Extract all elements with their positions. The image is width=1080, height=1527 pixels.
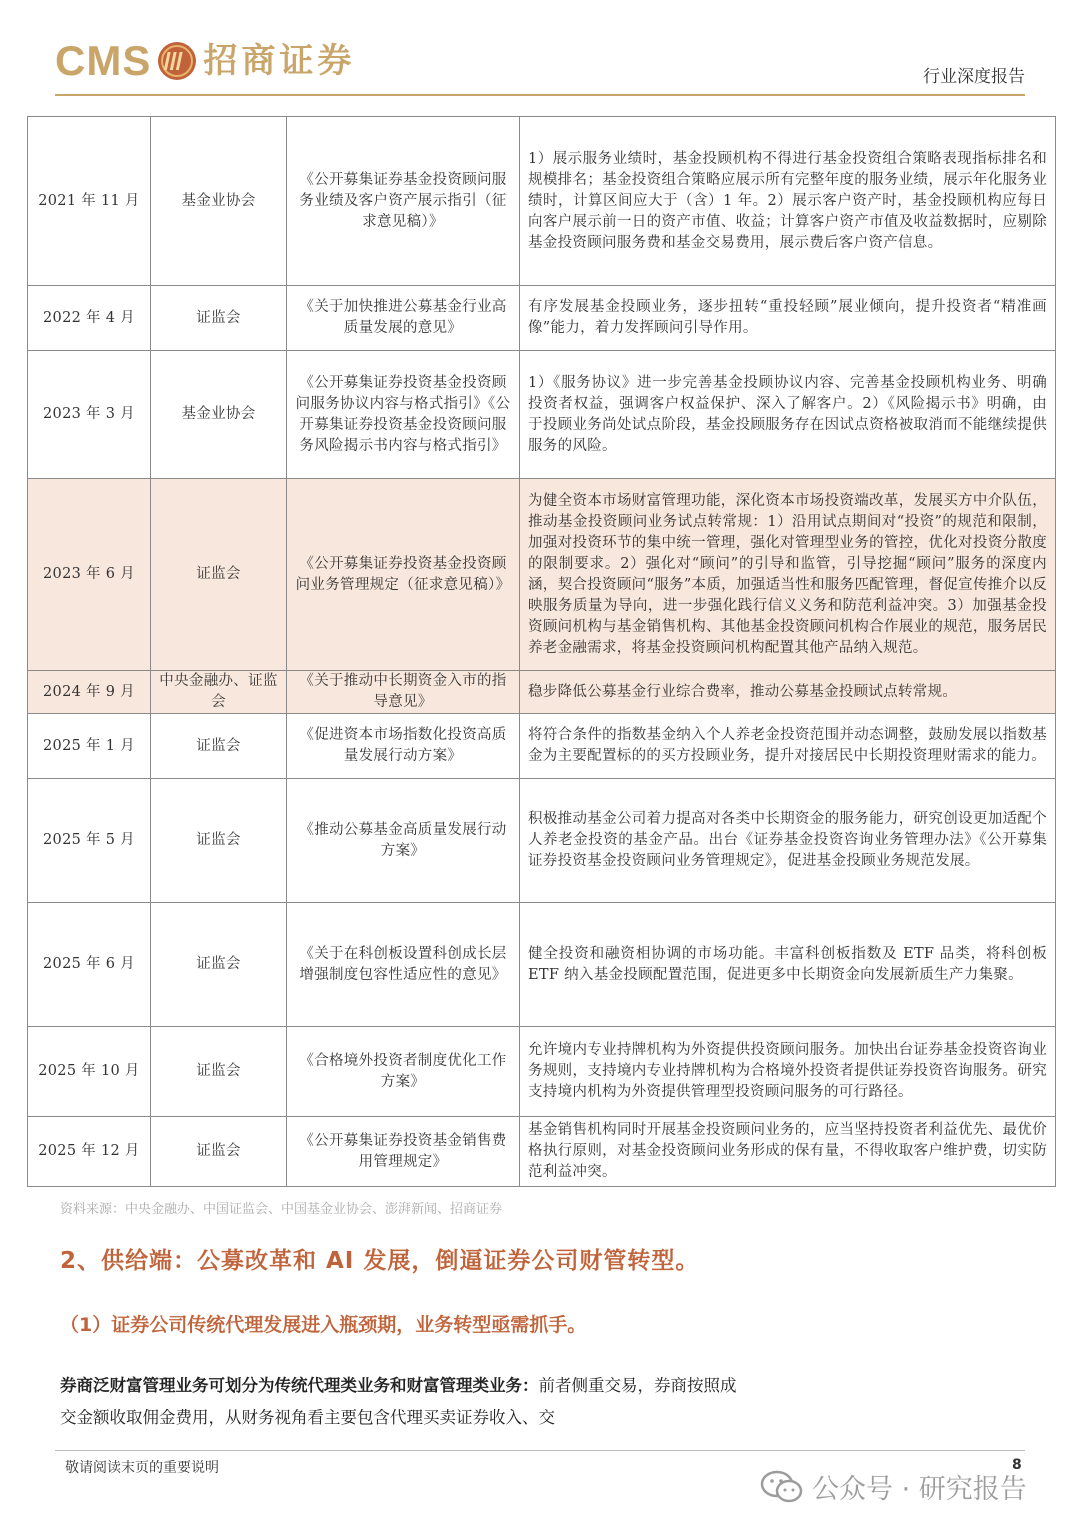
row-content: 有序发展基金投顾业务，逐步扭转“重投轻顾”展业倾向，提升投资者“精准画像”能力，着力发挥顾问引导作用。 bbox=[520, 286, 1056, 351]
row-content: 允许境内专业持牌机构为外资提供投资顾问服务。加快出台证券基金投资咨询业务规则，支持境内专业持牌机构为合格境外投资者提供证券投资咨询服务。研究支持境内机构为外资提供管理型投资顾问服务的可行路径。 bbox=[520, 1027, 1056, 1117]
header-divider bbox=[55, 94, 1025, 96]
wechat-watermark bbox=[760, 1467, 1027, 1506]
table-row bbox=[28, 117, 1056, 286]
cms-emblem-icon bbox=[157, 41, 197, 81]
logo-cms-text: CMS bbox=[55, 37, 152, 84]
row-content: 将符合条件的指数基金纳入个人养老金投资范围并动态调整，鼓励发展以指数基金为主要配置标的的买方投顾业务，提升对接居民中长期投资理财需求的能力。 bbox=[520, 714, 1056, 779]
cms-logo bbox=[55, 37, 356, 84]
body-paragraph bbox=[60, 1370, 740, 1434]
policy-table bbox=[27, 116, 1056, 1187]
row-document: 《合格境外投资者制度优化工作方案》 bbox=[287, 1027, 520, 1117]
table-row bbox=[28, 286, 1056, 351]
row-date: 2024 年 9 月 bbox=[28, 671, 151, 714]
footer-divider bbox=[55, 1450, 1025, 1451]
row-issuer: 证监会 bbox=[151, 479, 287, 671]
table-row bbox=[28, 1027, 1056, 1117]
row-issuer: 基金业协会 bbox=[151, 351, 287, 479]
row-issuer: 证监会 bbox=[151, 1027, 287, 1117]
page-header bbox=[0, 0, 1080, 100]
row-content: 为健全资本市场财富管理功能，深化资本市场投资端改革，发展买方中介队伍，推动基金投资顾问业务试点转常规：1）沿用试点期间对“投资”的规范和限制，加强对投资环节的集中统一管理，强化对管理型业务的管控，优化对投资分散度的限制要求。2）强化对“顾问”的引导和监管，引导挖掘“顾问”服务的深度内涵，契合投资顾问“服务”本质，加强适当性和服务匹配管理，督促宣传推介以反映服务质量为导向，进一步强化践行信义义务和防范利益冲突。3）加强基金投资顾问机构与基金销售机构、其他基金投资顾问机构合作展业的规范，服务居民养老金融需求，将基金投资顾问机构配置其他产品纳入规范。 bbox=[520, 479, 1056, 671]
row-document: 《公开募集证券投资基金投资顾问服务协议内容与格式指引》《公开募集证券投资基金投资顾问服务风险揭示书内容与格式指引》 bbox=[287, 351, 520, 479]
row-document: 《促进资本市场指数化投资高质量发展行动方案》 bbox=[287, 714, 520, 779]
page-number: 8 bbox=[1012, 1457, 1022, 1473]
row-date: 2025 年 12 月 bbox=[28, 1117, 151, 1187]
section-heading: 2、供给端：公募改革和 AI 发展，倒逼证券公司财管转型。 bbox=[60, 1248, 700, 1274]
row-document: 《推动公募基金高质量发展行动方案》 bbox=[287, 779, 520, 903]
row-date: 2021 年 11 月 bbox=[28, 117, 151, 286]
row-date: 2025 年 6 月 bbox=[28, 903, 151, 1027]
policy-table-body bbox=[28, 117, 1056, 1187]
row-issuer: 基金业协会 bbox=[151, 117, 287, 286]
row-document: 《关于在科创板设置科创成长层 增强制度包容性适应性的意见》 bbox=[287, 903, 520, 1027]
paragraph-lead: 券商泛财富管理业务可划分为传统代理类业务和财富管理类业务： bbox=[60, 1376, 539, 1395]
table-row bbox=[28, 479, 1056, 671]
row-date: 2025 年 5 月 bbox=[28, 779, 151, 903]
footer-note: 敬请阅读末页的重要说明 bbox=[65, 1460, 219, 1476]
paragraph-text: 前者侧重交易，券商按照成交金额收取佣金费用，从财务视角看主要包含代理买卖证券收入、交 bbox=[60, 1376, 737, 1427]
table-row bbox=[28, 714, 1056, 779]
row-document: 《公开募集证券基金投资顾问服务业绩及客户资产展示指引（征求意见稿）》 bbox=[287, 117, 520, 286]
row-document: 《关于推动中长期资金入市的指导意见》 bbox=[287, 671, 520, 714]
row-document: 《关于加快推进公募基金行业高质量发展的意见》 bbox=[287, 286, 520, 351]
table-row bbox=[28, 351, 1056, 479]
table-row bbox=[28, 671, 1056, 714]
source-note: 资料来源：中央金融办、中国证监会、中国基金业协会、澎湃新闻、招商证券 bbox=[60, 1202, 503, 1217]
row-issuer: 证监会 bbox=[151, 1117, 287, 1187]
row-content: 基金销售机构同时开展基金投资顾问业务的，应当坚持投资者利益优先、最优价格执行原则，对基金投资顾问业务形成的保有量，不得收取客户维护费，切实防范利益冲突。 bbox=[520, 1117, 1056, 1187]
row-date: 2025 年 10 月 bbox=[28, 1027, 151, 1117]
subsection-heading: （1）证券公司传统代理发展进入瓶颈期，业务转型亟需抓手。 bbox=[60, 1314, 587, 1336]
row-issuer: 证监会 bbox=[151, 286, 287, 351]
row-issuer: 证监会 bbox=[151, 903, 287, 1027]
row-date: 2022 年 4 月 bbox=[28, 286, 151, 351]
row-issuer: 证监会 bbox=[151, 779, 287, 903]
row-issuer: 中央金融办、证监会 bbox=[151, 671, 287, 714]
row-date: 2025 年 1 月 bbox=[28, 714, 151, 779]
table-row bbox=[28, 903, 1056, 1027]
row-date: 2023 年 6 月 bbox=[28, 479, 151, 671]
row-content: 健全投资和融资相协调的市场功能。丰富科创板指数及 ETF 品类，将科创板 ETF 纳入基金投顾配置范围，促进更多中长期资金向发展新质生产力集聚。 bbox=[520, 903, 1056, 1027]
logo-chinese-name: 招商证券 bbox=[203, 41, 356, 81]
row-content: 稳步降低公募基金行业综合费率，推动公募基金投顾试点转常规。 bbox=[520, 671, 1056, 714]
row-document: 《公开募集证券投资基金投资顾问业务管理规定（征求意见稿）》 bbox=[287, 479, 520, 671]
wechat-icon bbox=[760, 1469, 804, 1505]
row-content: 1）展示服务业绩时，基金投顾机构不得进行基金投资组合策略表现指标排名和规模排名；基金投资组合策略应展示所有完整年度的服务业绩，展示年化服务业绩时，计算区间应大于（含）1 年。2）展示客户资产时，基金投顾机构应每日向客户展示前一日的资产市值、收益；计算客户资产市值及收益数据时，应剔除基金投资顾问服务费和基金交易费用，展示费后客户资产信息。 bbox=[520, 117, 1056, 286]
table-row bbox=[28, 1117, 1056, 1187]
row-document: 《公开募集证券投资基金销售费用管理规定》 bbox=[287, 1117, 520, 1187]
report-type-label: 行业深度报告 bbox=[923, 67, 1025, 87]
row-issuer: 证监会 bbox=[151, 714, 287, 779]
watermark-text: 公众号 · 研究报告 bbox=[812, 1474, 1027, 1505]
row-content: 积极推动基金公司着力提高对各类中长期资金的服务能力，研究创设更加适配个人养老金投资的基金产品。出台《证券基金投资咨询业务管理办法》《公开募集证券投资基金投资顾问业务管理规定》，促进基金投顾业务规范发展。 bbox=[520, 779, 1056, 903]
row-date: 2023 年 3 月 bbox=[28, 351, 151, 479]
row-content: 1）《服务协议》进一步完善基金投顾协议内容、完善基金投顾机构业务、明确投资者权益，强调客户权益保护、深入了解客户。2）《风险揭示书》明确，由于投顾业务尚处试点阶段，基金投顾服务存在因试点资格被取消而不能继续提供服务的风险。 bbox=[520, 351, 1056, 479]
table-row bbox=[28, 779, 1056, 903]
